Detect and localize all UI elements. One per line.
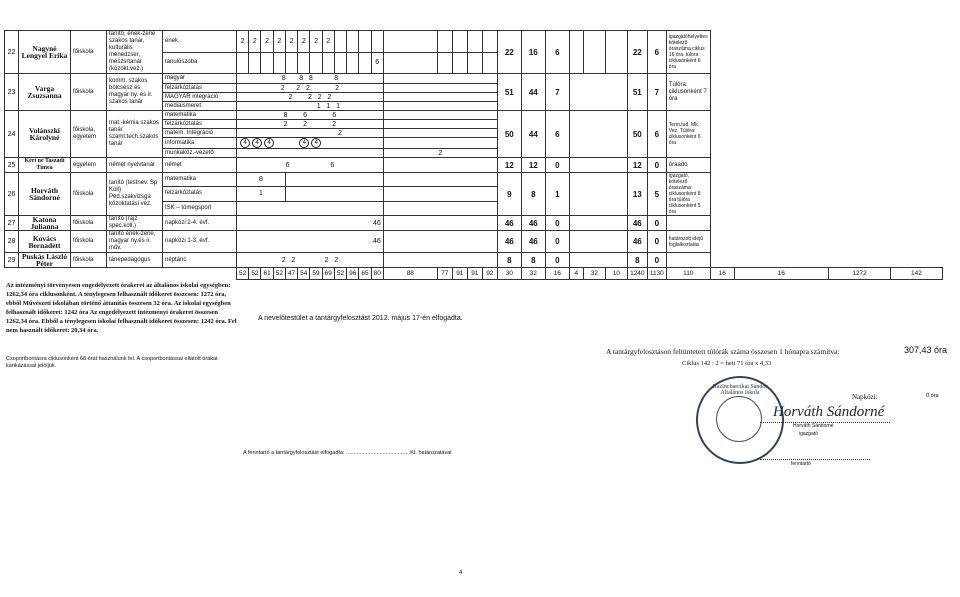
teacher-name: Volánszki Károlyné xyxy=(19,111,71,158)
cell xyxy=(273,52,285,74)
total-cell: 77 xyxy=(437,268,452,280)
required-hours: 16 xyxy=(521,31,545,74)
table-row-23 xyxy=(5,74,957,84)
cell xyxy=(285,52,297,74)
qualification: főiskola xyxy=(71,173,107,216)
napkozi-value: 0 óra xyxy=(926,393,939,399)
cell: 2 xyxy=(237,129,384,138)
cell: 2 xyxy=(383,149,497,158)
cell xyxy=(383,129,497,138)
cell xyxy=(569,173,627,216)
total-cell: 92 xyxy=(482,268,497,280)
total-cell: 69 xyxy=(322,268,334,280)
final-total: 50 xyxy=(627,111,647,158)
cell xyxy=(237,149,384,158)
subject: néptánc xyxy=(163,253,237,268)
group-circle: 4 xyxy=(299,138,309,148)
final-total: 12 xyxy=(627,158,647,173)
overtime-hours: 1 xyxy=(545,173,569,216)
row-number: 23 xyxy=(5,74,19,111)
specialization: tanító (rajz spec.koll.) xyxy=(107,216,163,231)
cell: 2 2 2 2 xyxy=(237,253,384,268)
qualification: főiskola, egyetem xyxy=(71,111,107,158)
cell: 6 6 xyxy=(237,158,384,173)
cell: 6 xyxy=(371,52,383,74)
cell xyxy=(334,52,346,74)
note: határozott idejű foglalkoztatás xyxy=(666,231,710,253)
total-hours: 9 xyxy=(497,173,521,216)
cell: 46 xyxy=(237,216,384,231)
subject: felzárkóztatás xyxy=(163,187,237,201)
total-cell: 91 xyxy=(467,268,482,280)
table-row-29 xyxy=(5,253,957,268)
cell: 2 2 2 xyxy=(237,120,384,129)
total-hours: 50 xyxy=(497,111,521,158)
staffing-table xyxy=(4,30,957,280)
cell: 46 xyxy=(237,231,384,253)
cell xyxy=(383,102,497,111)
cell xyxy=(347,52,359,74)
total-hours: 12 xyxy=(497,158,521,173)
subject: matematika xyxy=(163,173,237,187)
row-number: 26 xyxy=(5,173,19,216)
cell: 2 2 2 2 xyxy=(237,84,384,93)
required-hours: 8 xyxy=(521,173,545,216)
fenntarto-approval: A fenntartó a tantárgyfelosztást elfogadta: ..........................................Kt. határozatával xyxy=(243,450,452,456)
cell xyxy=(383,31,437,53)
note: igazgatóhelyettes kötelező óraszáma ciklus 16 óra. túlóra ciklusonként 6 óra xyxy=(666,31,710,74)
cell: 2 xyxy=(261,31,273,53)
final-overtime: 6 xyxy=(647,31,666,74)
cell xyxy=(482,52,497,74)
total-cell: 32 xyxy=(521,268,545,280)
cell: 2 xyxy=(298,31,310,53)
teacher-name: Puskás László Péter xyxy=(19,253,71,268)
subject: ISK – tömegsport xyxy=(163,201,237,215)
teacher-name: Katona Julianna xyxy=(19,216,71,231)
total-cell: 16 xyxy=(734,268,828,280)
ciklus-line: Ciklus 142 : 2 = heti 71 óra x 4,33 xyxy=(682,360,772,367)
table-row-26 xyxy=(5,173,957,187)
cell xyxy=(322,52,334,74)
subject: német xyxy=(163,158,237,173)
subject: tanulószoba xyxy=(163,52,237,74)
stamp-text: Kazincbarcikai Sándor Általános Iskola xyxy=(712,384,768,396)
row-number: 24 xyxy=(5,111,19,158)
total-cell: 91 xyxy=(452,268,467,280)
subject: napközi 1-3. évf. xyxy=(163,231,237,253)
cell: 2 xyxy=(322,31,334,53)
subject: matematika xyxy=(163,111,237,120)
cell xyxy=(383,74,497,84)
table-row-28 xyxy=(5,231,957,253)
cell xyxy=(298,52,310,74)
cell xyxy=(383,120,497,129)
subject: matem. Integráció xyxy=(163,129,237,138)
cell xyxy=(237,52,249,74)
teacher-name: Varga Zsuzsanna xyxy=(19,74,71,111)
total-cell: 1272 xyxy=(828,268,891,280)
row-number: 28 xyxy=(5,231,19,253)
cell xyxy=(383,138,497,149)
subject: munkaköz.-vezető xyxy=(163,149,237,158)
cell: 1 xyxy=(237,187,286,201)
cell xyxy=(261,52,273,74)
specialization: tanító, ének-zene szakos tanár, kulturális menedzser, mészsrtanár (közokt.vez.) xyxy=(107,31,163,74)
cell: 8 8 8 8 xyxy=(237,74,384,84)
cell xyxy=(569,74,627,111)
note: igazgató, kötelező óraszáma: ciklusonként 8 óra túlóra ciklusonként 5 óra xyxy=(666,173,710,216)
cell xyxy=(383,93,497,102)
napkozi-label: Napközi: xyxy=(852,393,878,401)
qualification: főiskola xyxy=(71,216,107,231)
cell xyxy=(383,201,497,215)
total-cell: 80 xyxy=(371,268,383,280)
cell xyxy=(334,31,346,53)
note: Term.tud. Mk. Vez. Túlóra: ciklusonként 6 óra xyxy=(666,111,710,158)
required-hours: 8 xyxy=(521,253,545,268)
cell xyxy=(569,111,627,158)
group-circle: 4 xyxy=(240,138,250,148)
final-overtime: 0 xyxy=(647,253,666,268)
signer-title: igazgató xyxy=(799,431,818,437)
specialization: tanító (testnev. Sp Koll) Ped.szakvizsga közoktatási vez. xyxy=(107,173,163,216)
qualification: főiskola xyxy=(71,253,107,268)
total-cell: 142 xyxy=(891,268,942,280)
cell xyxy=(583,31,605,74)
subject: MAGYAR integráció xyxy=(163,93,237,102)
total-cell: 52 xyxy=(334,268,346,280)
total-cell: 52 xyxy=(237,268,249,280)
total-cell: 61 xyxy=(261,268,273,280)
final-total: 46 xyxy=(627,231,647,253)
cell xyxy=(383,187,497,201)
cell xyxy=(383,216,497,231)
cell: 2 xyxy=(249,31,261,53)
cell xyxy=(569,216,627,231)
subject: felzárkóztatás xyxy=(163,120,237,129)
cell xyxy=(383,52,437,74)
cell xyxy=(383,253,497,268)
specialization: mat.-kémia szakos tanár számt.tech.szakos tanár xyxy=(107,111,163,158)
final-total: 13 xyxy=(627,173,647,216)
overtime-value: 307,43 óra xyxy=(904,345,948,355)
note xyxy=(666,253,710,268)
required-hours: 46 xyxy=(521,231,545,253)
cell xyxy=(605,31,627,74)
overtime-hours: 7 xyxy=(545,74,569,111)
required-hours: 12 xyxy=(521,158,545,173)
total-cell: 10 xyxy=(605,268,627,280)
subject: magyar xyxy=(163,74,237,84)
overtime-label: A tantárgyfelosztáson feltüntetett túlórák száma összesen 1 hónapra számítva: xyxy=(606,347,840,356)
subject: informatika xyxy=(163,138,237,149)
approval-note: A nevelőtestület a tantárgyfelosztást 2012. május 17-én elfogadta. xyxy=(258,315,463,322)
cell xyxy=(383,231,497,253)
final-overtime: 0 xyxy=(647,231,666,253)
cell xyxy=(347,31,359,53)
cell: 2 xyxy=(273,31,285,53)
overtime-hours: 6 xyxy=(545,31,569,74)
total-cell: 16 xyxy=(710,268,734,280)
overtime-hours: 0 xyxy=(545,231,569,253)
cell: 2 2 2 2 xyxy=(237,93,384,102)
specialization: tánepedagógus xyxy=(107,253,163,268)
subject: felzárkóztatás xyxy=(163,84,237,93)
final-total: 8 xyxy=(627,253,647,268)
cell: 8 6 6 xyxy=(237,111,384,120)
total-cell: 47 xyxy=(285,268,297,280)
cell xyxy=(383,84,497,93)
final-overtime: 5 xyxy=(647,173,666,216)
final-total: 51 xyxy=(627,74,647,111)
grouped-hours xyxy=(237,138,384,149)
subject: ének xyxy=(163,31,237,53)
school-stamp xyxy=(696,376,784,464)
cell xyxy=(383,173,497,187)
note: Túlóra: ciklusonként 7 óra xyxy=(666,74,710,111)
totals-row xyxy=(5,268,957,280)
total-cell: 30 xyxy=(497,268,521,280)
overtime-hours: 6 xyxy=(545,111,569,158)
cell xyxy=(249,52,261,74)
fenntarto-label: fenntartó xyxy=(791,461,811,467)
cell: 2 xyxy=(285,31,297,53)
group-circle: 4 xyxy=(264,138,274,148)
cell: 2 xyxy=(237,31,249,53)
total-hours: 46 xyxy=(497,216,521,231)
specialization: tanító ének-zene, magyar ny.és ir. műv. xyxy=(107,231,163,253)
teacher-name: Horváth Sándorné xyxy=(19,173,71,216)
total-cell: 54 xyxy=(298,268,310,280)
specialization: német nyelvtanár xyxy=(107,158,163,173)
cell xyxy=(437,52,452,74)
table-row-22 xyxy=(5,31,957,53)
cell xyxy=(942,268,957,280)
footnote: Csoportbontásra ciklusonként 68 órát használunk fel. A csoportbontással ellátott órákat karikázással jelöljük. xyxy=(6,356,218,369)
cell xyxy=(371,31,383,53)
cell: 2 xyxy=(310,31,322,53)
total-cell: 1130 xyxy=(647,268,666,280)
final-total: 46 xyxy=(627,216,647,231)
cell xyxy=(383,158,497,173)
table-row-27 xyxy=(5,216,957,231)
cell xyxy=(437,31,452,53)
cell xyxy=(285,173,383,187)
fenntarto-line xyxy=(760,459,870,460)
cell xyxy=(569,253,627,268)
final-overtime: 0 xyxy=(647,158,666,173)
cell: 8 xyxy=(237,173,286,187)
note: óraadó xyxy=(666,158,710,173)
signer-name: Horváth Sándorné xyxy=(793,423,834,429)
cell xyxy=(467,52,482,74)
row-number: 29 xyxy=(5,253,19,268)
subject: napközi 2-4. évf. xyxy=(163,216,237,231)
total-hours: 22 xyxy=(497,31,521,74)
teacher-name: Kovács Bernadett xyxy=(19,231,71,253)
total-cell: 110 xyxy=(666,268,710,280)
total-cell: 59 xyxy=(310,268,322,280)
required-hours: 44 xyxy=(521,111,545,158)
cell xyxy=(5,268,237,280)
note xyxy=(666,216,710,231)
specialization: komm. szakos bölcsész és magyar ny. és ir. szakos tanár xyxy=(107,74,163,111)
cell xyxy=(569,158,627,173)
total-hours: 51 xyxy=(497,74,521,111)
cell: 1 1 1 xyxy=(237,102,384,111)
total-cell: 52 xyxy=(249,268,261,280)
qualification: főiskola xyxy=(71,231,107,253)
signature: Horváth Sándorné xyxy=(773,404,885,420)
cell xyxy=(569,231,627,253)
cell xyxy=(452,31,467,53)
row-number: 27 xyxy=(5,216,19,231)
overtime-hours: 0 xyxy=(545,216,569,231)
subject: médiaismeret xyxy=(163,102,237,111)
cell xyxy=(359,52,371,74)
stamp-inner-ring xyxy=(716,396,762,442)
total-cell: 65 xyxy=(359,268,371,280)
cell xyxy=(359,31,371,53)
cell xyxy=(310,52,322,74)
total-cell: 52 xyxy=(273,268,285,280)
qualification: egyetem xyxy=(71,158,107,173)
total-cell: 16 xyxy=(545,268,569,280)
required-hours: 44 xyxy=(521,74,545,111)
row-number: 22 xyxy=(5,31,19,74)
total-hours: 8 xyxy=(497,253,521,268)
teacher-name: Kéri né Taszádi Tímea xyxy=(19,158,71,173)
final-overtime: 0 xyxy=(647,216,666,231)
final-overtime: 6 xyxy=(647,111,666,158)
cell xyxy=(452,52,467,74)
teacher-name: Nagyné Lengyel Erika xyxy=(19,31,71,74)
total-cell: 1240 xyxy=(627,268,647,280)
group-circle: 4 xyxy=(311,138,321,148)
overtime-hours: 0 xyxy=(545,253,569,268)
total-cell: 32 xyxy=(583,268,605,280)
overtime-hours: 0 xyxy=(545,158,569,173)
row-number: 25 xyxy=(5,158,19,173)
total-cell: 96 xyxy=(347,268,359,280)
table-row-25 xyxy=(5,158,957,173)
qualification: főiskola xyxy=(71,74,107,111)
group-circle: 4 xyxy=(252,138,262,148)
total-cell: 88 xyxy=(383,268,437,280)
required-hours: 46 xyxy=(521,216,545,231)
cell xyxy=(383,111,497,120)
budget-paragraph: Az intézményi törvényesen engedélyezett órakeret az általános iskolai egységben: 1262,34 óra ciklusonként. A ténylegesen felhasznált időkeret összesen: 1272 óra, ebből Művészeti iskolában történő áttanítás összesen 32 óra. Az iskolai egységben felhasznált időkeret: 1242 óra Az engedélyezett intézményi órakeret összesen 1262,34 óra. Ebből a ténylegesen iskolai felhasznált időkeret összesen: 1242 óra. Fel nem használt időkeret: 20,34 óra. xyxy=(6,282,237,334)
cell xyxy=(482,31,497,53)
cell xyxy=(467,31,482,53)
table-row-24 xyxy=(5,111,957,120)
page-number: 4 xyxy=(459,570,463,576)
cell xyxy=(285,187,383,201)
cell xyxy=(237,201,384,215)
cell xyxy=(569,31,583,74)
total-hours: 46 xyxy=(497,231,521,253)
final-total: 22 xyxy=(627,31,647,74)
total-cell: 4 xyxy=(569,268,583,280)
final-overtime: 7 xyxy=(647,74,666,111)
qualification: főiskola xyxy=(71,31,107,74)
